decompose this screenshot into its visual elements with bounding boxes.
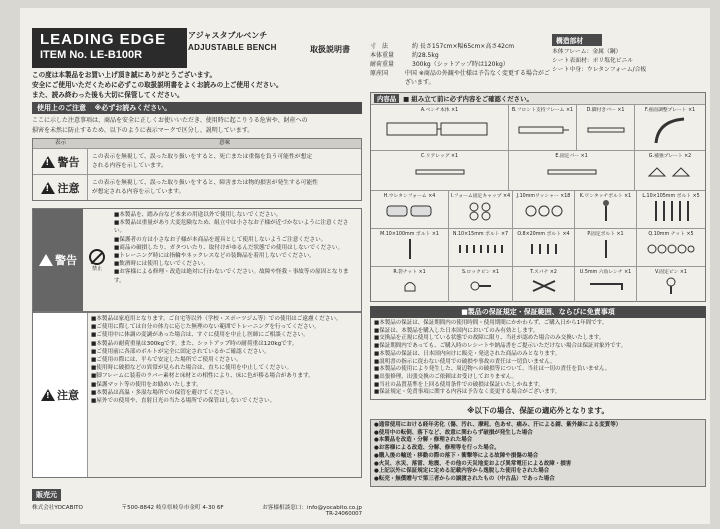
legend-header: 表示 意味 xyxy=(33,139,361,148)
list-item: ■ご使用の際には、平らで安定した場所でご使用ください。 xyxy=(91,357,242,364)
seller-info xyxy=(32,482,362,517)
list-item: ●お客様による改造、分解、修理等を行った場合。 xyxy=(374,445,500,452)
list-item: ●通常使用における経年劣化（傷、汚れ、摩耗、色あせ、痛み、汗による錆、紫外線による変質等） xyxy=(374,422,622,429)
foam-roll-icon xyxy=(385,203,435,219)
bolt-icon xyxy=(651,199,691,223)
list-item: ■脚フレームに装着のラバー素材と床材との相性により、床に色が移る場合があります。 xyxy=(91,373,314,380)
spec-load: 300kg（シットアップ時は120kg） xyxy=(412,61,509,68)
symbol-legend-table xyxy=(32,138,362,201)
part-j: J.10mmワッシャー ×18 xyxy=(513,191,575,228)
part-n: N.10×15mm ボルト ×7 xyxy=(449,229,513,266)
list-item: ●上記以外に保証規定に定める記載内容から逸脱した使用をされた場合 xyxy=(374,468,550,475)
list-item: ■保護マット等の使用をお勧めいたします。 xyxy=(91,381,202,388)
warning-triangle-icon xyxy=(39,254,53,266)
warning-section xyxy=(32,208,362,312)
spanner-icon xyxy=(529,278,559,294)
brand-logo xyxy=(32,28,187,68)
prohibit-mark: 禁止 xyxy=(83,209,111,311)
rear-leg-icon xyxy=(410,163,470,181)
caution-triangle-icon xyxy=(41,389,55,401)
product-name-jp: アジャスタブルベンチ xyxy=(188,31,268,40)
list-item: ■交換品を正規に使用している状態での故障に限り、当社が認めた場合のみ交換いたします。 xyxy=(374,335,605,342)
fixing-pin-icon xyxy=(664,277,678,295)
spec-origin: 中国 ※商品の外観や仕様は予告なく変更する場合がございます。 xyxy=(404,70,550,86)
part-o: O.8×20mm ボルト ×4 xyxy=(513,229,575,266)
foam-cap-icon xyxy=(466,201,496,221)
prohibit-icon xyxy=(89,249,105,265)
list-item: ■本製品は重量があり大変危険なため、組立中は小さなお子様が近づかないように注意ください。 xyxy=(114,220,349,235)
document-code: TR-24060007 xyxy=(325,511,362,517)
fixing-bolt-icon xyxy=(601,238,611,260)
safety-lead: ここに示した注意事項は、商品を安全に正しくお使いいただき、使用時に起こりうる危害や、財産への 損害を未然に防止するため、以下のように表示マークで区分し、説明しています。 xyxy=(32,117,308,134)
part-r: R.袋ナット ×1 xyxy=(371,267,449,302)
list-item: ■屋外での使用や、直射日光の当たる場所での保管はしないでください。 xyxy=(91,398,276,405)
adjust-plate-icon xyxy=(650,115,690,145)
intro-text: この度は本製品をお買い上げ頂き誠にありがとうございます。 安全にご使用いただくために必ずこの取扱説明書をよくお読みの上ご使用ください。 また、読み終わった後も大切に保管してください。 xyxy=(32,71,283,99)
list-item: ■当社の品質基準を上回る使用条件での破損は保証いたしかねます。 xyxy=(374,381,544,388)
part-i: I.フォーム固定キャップ ×4 xyxy=(449,191,513,228)
list-item: ■本製品は家庭用となります。ご自宅等以外（学校・スポーツジム等）での使用はご遠慮ください。 xyxy=(91,316,342,322)
list-item: ■ご使用に際しては自分の体力に応じた無理のない範囲でトレーニングを行ってください。 xyxy=(91,324,320,331)
reinforce-plate-icon xyxy=(645,164,695,180)
seller-contact: お客様相談窓口：info@yocabito.co.jp xyxy=(262,505,362,511)
list-item: ■説明書の指示に従わない使用での破損や事故の責任は一切負いません。 xyxy=(374,358,556,365)
list-item: ●購入後の輸送・移動の際の落下・衝撃等による故障や損傷の場合 xyxy=(374,452,539,459)
part-m: M.10×100mm ボルト ×1 xyxy=(371,229,449,266)
seller-company: 株式会社YOCABITO xyxy=(32,505,83,511)
structure-heading: 構造部材 xyxy=(552,34,602,46)
parts-row xyxy=(371,104,705,150)
spec-block: 寸 法 約 長さ157cm×幅65cm×高さ42cm 本体重量 約28.5kg 耐荷重量 300kg（シットアップ時は120kg） 原産国 中国 ※商品の外観や仕様は予告なく変更する場合がございます。 xyxy=(370,43,550,86)
part-t: T.スパナ ×2 xyxy=(513,267,575,302)
part-h: H.ウレタンフォーム ×4 xyxy=(371,191,449,228)
part-a: A.ベンチ本体 ×1 xyxy=(371,105,509,150)
list-item: ■保護者の方は小さなお子様が本商品を遊具として使用しないようご注意ください。 xyxy=(114,236,327,243)
spec-size: 約 長さ157cm×幅65cm×高さ42cm xyxy=(412,43,515,50)
list-item: ■本製品は高温・多湿な場所での保管を避けてください。 xyxy=(91,389,237,396)
hex-wrench-icon xyxy=(586,280,626,292)
part-l: L.10×105mm ボルト ×5 xyxy=(637,191,705,228)
parts-heading: 内容品 ■ 組み立て前に必ず内容をご確認ください。 xyxy=(371,93,705,104)
caution-section xyxy=(32,312,362,478)
list-item: ●本製品を改造・分解・修理された場合 xyxy=(374,437,473,444)
manual-sheet xyxy=(20,8,710,524)
bolt-icon xyxy=(405,237,415,261)
list-item: ■本製品の保証は、保証期間内の使用時間・使用期間にかかわらず、ご購入日から1年間です。 xyxy=(374,320,608,326)
warning-list xyxy=(111,209,361,311)
quick-bolt-icon xyxy=(599,199,613,223)
product-name xyxy=(188,30,308,52)
list-item: ●使用中の転倒、落下など、故意に関わらず破損が発生した場合 xyxy=(374,429,533,436)
part-c: C.リアレッグ ×1 xyxy=(371,151,509,190)
structure-block: 構造部材 本体フレーム：金属（鋼） シート表面材：ポリ塩化ビニル シート中身：ウレタンフォーム/合板 xyxy=(552,34,707,75)
safety-heading: 使用上のご注意 ※必ずお読みください。 xyxy=(32,102,362,114)
parts-list xyxy=(370,92,706,302)
list-item: ■本製品の耐荷重量は300kgです。また、シットアップ時の耐荷重は120kgです。 xyxy=(91,340,298,347)
list-item: ■ご使用前に各部のボルトが完全に固定されているかご確認ください。 xyxy=(91,348,270,355)
warning-triangle-icon xyxy=(41,156,55,168)
part-u: U.5mm 六角レンチ ×1 xyxy=(575,267,637,302)
seller-label: 販売元 xyxy=(32,489,61,501)
small-bolt-icon xyxy=(528,242,560,256)
part-f: F.座面調整プレート ×1 xyxy=(635,105,705,150)
part-k: K.ワンタッチボルト ×1 xyxy=(575,191,637,228)
list-item: ●火災、水災、落雷、地震、その他の天災地変および異常電圧による故障・損害 xyxy=(374,460,572,467)
list-item: ■保証は、本製品を購入した日本国内においてのみ有効とします。 xyxy=(374,327,539,334)
list-item: ■商品の破損したり、ガタついたり、取付けがゆるんだ状態での使用はしないでください。 xyxy=(114,244,344,251)
list-item: ■本製品の使用により発生した、周辺物への破損等について、当社は一切の責任を負いません。 xyxy=(374,366,611,373)
exclusion-list xyxy=(371,420,705,486)
seller-address: 〒500-8842 岐阜県岐阜市金町 4-30 6F xyxy=(121,505,224,511)
part-s: S.ロックピン ×1 xyxy=(449,267,513,302)
list-item: ■保証規定・免責事項に関する内容は予告なく変更する場合がございます。 xyxy=(374,389,561,396)
parts-row xyxy=(371,228,705,266)
cap-nut-icon xyxy=(403,279,417,293)
lock-pin-icon xyxy=(469,278,493,294)
part-e: E.固定バー ×1 xyxy=(509,151,635,190)
bench-body-icon xyxy=(385,117,495,143)
parts-row xyxy=(371,190,705,228)
part-v: V.固定ピン ×1 xyxy=(637,267,705,302)
list-item: ■出張修理、出張交換のご依頼はお受けしておりません。 xyxy=(374,373,518,380)
spec-weight: 約28.5kg xyxy=(412,52,439,59)
nut-icon xyxy=(647,243,695,255)
caution-list xyxy=(88,313,361,477)
part-b: B.フロント支持フレーム ×1 xyxy=(509,105,577,150)
list-item: ■ご使用中に体調の変調があった場合は、すぐに使用を中止し医師にご相談ください。 xyxy=(91,332,309,339)
warranty-section xyxy=(370,306,706,487)
brand-name: LEADING EDGE xyxy=(40,31,167,48)
product-name-en: ADJUSTABLE BENCH xyxy=(188,43,277,52)
exclusion-title: ※以下の場合、保証の適応外となります。 xyxy=(467,406,609,416)
fixed-bar-icon xyxy=(542,163,602,181)
legend-row-warning: ! 警告 この表示を無視して、誤った取り扱いをすると、死亡または重傷を負う可能性が想定 される内容を示しています。 xyxy=(33,148,361,174)
list-item: ■保証期間内であっても、ご購入時のレシートや納品書をご提示いただけない場合は保証対象外です。 xyxy=(374,343,627,350)
part-d: D.脚付きバー ×1 xyxy=(577,105,635,150)
front-frame-icon xyxy=(515,119,571,141)
list-item: ■本製品の保証は、日本国内向けに販売・発送された商品のみとなります。 xyxy=(374,350,561,357)
list-item: ■飲酒時には使用しないでください。 xyxy=(114,261,209,268)
short-bolt-icon xyxy=(456,243,506,255)
item-number: ITEM No. LE-B100R xyxy=(40,49,143,61)
part-p: P.固定ボルト ×1 xyxy=(575,229,637,266)
list-item: ●転売・無償贈与で第三者からの譲渡されたもの（中古品）であった場合 xyxy=(374,475,555,482)
caution-label: ! 注意 xyxy=(33,313,88,477)
list-item: ■トレーニング時には指輪やネックレスなどの装飾品を着用しないでください。 xyxy=(114,253,315,260)
list-item: ■お客様による修理・改造は絶対に行わないでください。故障や怪我・事故等の原因となります。 xyxy=(114,269,349,284)
exclusion-box xyxy=(370,419,706,487)
legend-row-caution: ! 注意 この表示を無視して、誤った取り扱いをすると、障害または物的損害が発生する可能性 が想定される内容を示しています。 xyxy=(33,174,361,200)
caution-triangle-icon xyxy=(41,182,55,194)
list-item: ■本製品を、踏み台など本来の用途以外で使用しないでください。 xyxy=(114,212,282,218)
part-q: Q.10mm ナット ×5 xyxy=(637,229,705,266)
manual-title: 取扱説明書 xyxy=(310,45,350,54)
list-item: ■使用時に破損などの異常が見られた場合は、直ちに使用を中止してください。 xyxy=(91,365,293,372)
warning-label: ! 警告 xyxy=(33,209,83,311)
warranty-title: ■製品の保証規定・保証範囲、ならびに免責事項 xyxy=(370,306,706,318)
warranty-list xyxy=(370,318,706,400)
parts-row xyxy=(371,150,705,190)
leg-bar-icon xyxy=(584,120,628,140)
washer-icon xyxy=(524,204,564,218)
parts-row xyxy=(371,266,705,302)
part-g: G.補強プレート ×2 xyxy=(635,151,705,190)
